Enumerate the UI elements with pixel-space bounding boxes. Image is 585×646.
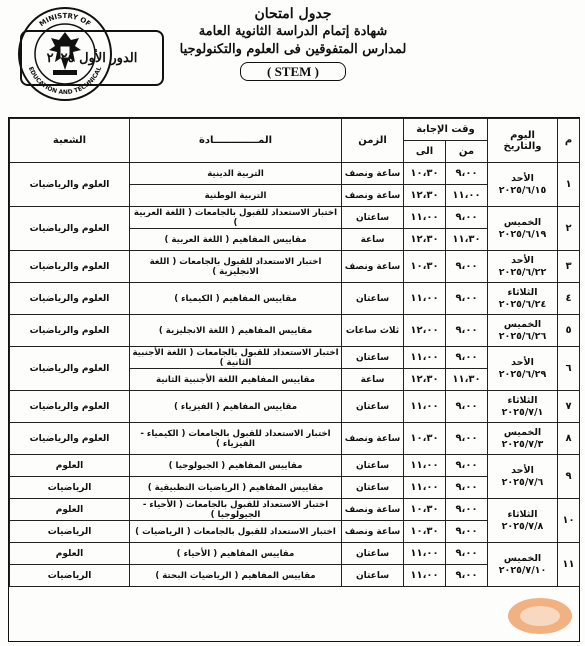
subject: مقاييس المفاهيم ( الكيمياء ): [130, 283, 342, 315]
time-from: ٩،٠٠: [446, 283, 488, 315]
day-date-cell: [488, 543, 558, 587]
subject: اختبار الاستعداد للقبول بالجامعات ( الرياضيات ): [130, 521, 342, 543]
time-to: ١١،٠٠: [404, 347, 446, 369]
exam-date: ٢٠٢٥/٦/١٩: [498, 228, 547, 240]
duration: ساعتان: [342, 565, 404, 587]
duration: ساعتان: [342, 347, 404, 369]
duration: ساعة ونصف: [342, 185, 404, 207]
branch: الرياضيات: [10, 477, 130, 499]
time-from: ١١،٠٠: [446, 185, 488, 207]
time-from: ٩،٠٠: [446, 315, 488, 347]
table-row: [10, 455, 580, 477]
subject: اختبار الاستعداد للقبول بالجامعات ( الكيمياء - الفيزياء ): [130, 423, 342, 455]
exam-date: ٢٠٢٥/٦/٢٢: [498, 266, 547, 278]
seal-ring-bottom-text: EDUCATION AND TECHNICAL: [26, 65, 104, 97]
time-from: ٩،٠٠: [446, 543, 488, 565]
branch: العلوم والرياضيات: [10, 347, 130, 391]
day-date-cell: [488, 251, 558, 283]
day-name: الأحد: [511, 172, 534, 184]
day-date-cell: [488, 347, 558, 391]
table-row: [10, 543, 580, 565]
time-to: ١١،٠٠: [404, 565, 446, 587]
table-row: [10, 391, 580, 423]
time-to: ١٢،٣٠: [404, 185, 446, 207]
watermark-logo-icon: [500, 590, 575, 640]
row-number: ٢: [558, 207, 580, 251]
header-duration: الزمن: [342, 119, 404, 163]
duration: ساعة ونصف: [342, 163, 404, 185]
time-from: ٩،٠٠: [446, 207, 488, 229]
duration: ساعتان: [342, 477, 404, 499]
branch: العلوم والرياضيات: [10, 315, 130, 347]
branch: العلوم: [10, 543, 130, 565]
subject: مقاييس المفاهيم ( اللغة الانجليزية ): [130, 315, 342, 347]
branch: الرياضيات: [10, 521, 130, 543]
time-from: ٩،٠٠: [446, 455, 488, 477]
day-name: الخميس: [503, 318, 542, 330]
table-row: [10, 207, 580, 229]
table-row: [10, 347, 580, 369]
row-number: ٥: [558, 315, 580, 347]
time-to: ١١،٠٠: [404, 207, 446, 229]
duration: ساعة ونصف: [342, 499, 404, 521]
duration: ساعتان: [342, 207, 404, 229]
day-date-cell: [488, 455, 558, 499]
header-subject: المـــــــــــــادة: [130, 119, 342, 163]
time-from: ٩،٠٠: [446, 391, 488, 423]
row-number: ١٠: [558, 499, 580, 543]
exam-date: ٢٠٢٥/٧/٣: [501, 438, 544, 450]
branch: العلوم والرياضيات: [10, 423, 130, 455]
time-to: ١١،٠٠: [404, 455, 446, 477]
time-to: ١١،٠٠: [404, 543, 446, 565]
subject: اختبار الاستعداد للقبول بالجامعات ( اللغة العربية ): [130, 207, 342, 229]
subject: التربية الدينية: [130, 163, 342, 185]
svg-text:MINISTRY OF: [38, 12, 92, 28]
stem-badge: ( STEM ): [240, 62, 346, 81]
day-name: الخميس: [503, 552, 542, 564]
table-row: [10, 251, 580, 283]
day-date-cell: [488, 499, 558, 543]
exam-date: ٢٠٢٥/٦/٢٩: [498, 368, 547, 380]
row-number: ١: [558, 163, 580, 207]
day-date-cell: [488, 207, 558, 251]
exam-date: ٢٠٢٥/٦/٢٤: [498, 298, 547, 310]
duration: ساعتان: [342, 391, 404, 423]
seal-ring-top-text: MINISTRY OF: [37, 11, 93, 29]
time-from: ٩،٠٠: [446, 477, 488, 499]
time-to: ١٢،٣٠: [404, 369, 446, 391]
duration: ساعتان: [342, 283, 404, 315]
time-to: ١٠،٣٠: [404, 521, 446, 543]
day-date-cell: [488, 391, 558, 423]
time-from: ٩،٠٠: [446, 163, 488, 185]
exam-date: ٢٠٢٥/٧/١٠: [498, 564, 547, 576]
subject: مقاييس المفاهيم ( الأحياء ): [130, 543, 342, 565]
subject: مقاييس المفاهيم ( الرياضيات البحتة ): [130, 565, 342, 587]
time-from: ٩،٠٠: [446, 521, 488, 543]
header-to: الى: [404, 141, 446, 163]
subject: اختبار الاستعداد للقبول بالجامعات ( اللغة الأجنبية الثانية ): [130, 347, 342, 369]
duration: ساعة ونصف: [342, 521, 404, 543]
time-to: ١٠،٣٠: [404, 423, 446, 455]
time-from: ١١،٣٠: [446, 229, 488, 251]
duration: ساعة: [342, 369, 404, 391]
table-row: [10, 423, 580, 455]
day-name: الثلاثاء: [507, 394, 538, 406]
time-to: ١٢،٠٠: [404, 315, 446, 347]
day-date-cell: [488, 315, 558, 347]
time-from: ٩،٠٠: [446, 423, 488, 455]
duration: ثلاث ساعات: [342, 315, 404, 347]
table-row: [10, 283, 580, 315]
row-number: ١١: [558, 543, 580, 587]
page-header: [0, 0, 585, 110]
time-to: ١١،٠٠: [404, 283, 446, 315]
time-from: ٩،٠٠: [446, 251, 488, 283]
branch: العلوم والرياضيات: [10, 251, 130, 283]
time-to: ١٠،٣٠: [404, 499, 446, 521]
exam-schedule-title: جدول امتحان: [254, 6, 332, 22]
subject: مقاييس المفاهيم ( اللغة العربية ): [130, 229, 342, 251]
day-name: الثلاثاء: [507, 508, 538, 520]
time-from: ٩،٠٠: [446, 565, 488, 587]
branch: العلوم والرياضيات: [10, 283, 130, 315]
schedule-table-frame: [8, 117, 580, 642]
header-branch: الشعبة: [10, 119, 130, 163]
time-to: ١٠،٣٠: [404, 163, 446, 185]
table-row: [10, 163, 580, 185]
table-row: [10, 499, 580, 521]
branch: العلوم: [10, 455, 130, 477]
header-day-date: اليوم والتاريخ: [488, 119, 558, 163]
day-name: الأحد: [511, 356, 534, 368]
branch: العلوم والرياضيات: [10, 391, 130, 423]
header-answer-time: وقت الإجابة: [404, 119, 488, 141]
row-number: ٨: [558, 423, 580, 455]
exam-date: ٢٠٢٥/٧/٦: [501, 476, 544, 488]
schools-title: لمدارس المتفوقين فى العلوم والتكنولوجيا: [179, 42, 407, 57]
subject: مقاييس المفاهيم ( الرياضيات التطبيقية ): [130, 477, 342, 499]
subject: مقاييس المفاهيم ( الجيولوجيا ): [130, 455, 342, 477]
row-number: ٩: [558, 455, 580, 499]
header-num: م: [558, 119, 580, 163]
schedule-table: [9, 118, 580, 587]
branch: العلوم والرياضيات: [10, 207, 130, 251]
schedule-body: [10, 163, 580, 587]
day-name: الثلاثاء: [507, 286, 538, 298]
exam-date: ٢٠٢٥/٦/٢٦: [498, 330, 547, 342]
duration: ساعتان: [342, 543, 404, 565]
subject: مقاييس المفاهيم اللغة الأجنبية الثانية: [130, 369, 342, 391]
time-to: ١١،٠٠: [404, 391, 446, 423]
subject: التربية الوطنية: [130, 185, 342, 207]
title-block: [158, 6, 428, 81]
duration: ساعة: [342, 229, 404, 251]
day-name: الأحد: [511, 464, 534, 476]
exam-date: ٢٠٢٥/٧/١: [501, 406, 544, 418]
subject: مقاييس المفاهيم ( الفيزياء ): [130, 391, 342, 423]
header-from: من: [446, 141, 488, 163]
day-date-cell: [488, 283, 558, 315]
row-number: ٤: [558, 283, 580, 315]
duration: ساعة ونصف: [342, 423, 404, 455]
time-from: ١١،٣٠: [446, 369, 488, 391]
round-label: الدور الأول ٢٠٢٥: [20, 30, 164, 86]
table-row: [10, 315, 580, 347]
exam-date: ٢٠٢٥/٧/٨: [501, 520, 544, 532]
day-name: الأحد: [511, 254, 534, 266]
subject: اختبار الاستعداد للقبول بالجامعات ( الأحياء - الجيولوجيا ): [130, 499, 342, 521]
exam-date: ٢٠٢٥/٦/١٥: [498, 184, 547, 196]
branch: الرياضيات: [10, 565, 130, 587]
day-name: الخميس: [503, 426, 542, 438]
branch: العلوم والرياضيات: [10, 163, 130, 207]
day-date-cell: [488, 423, 558, 455]
time-to: ١٢،٣٠: [404, 229, 446, 251]
time-from: ٩،٠٠: [446, 347, 488, 369]
time-to: ١٠،٣٠: [404, 251, 446, 283]
row-number: ٧: [558, 391, 580, 423]
time-to: ١١،٠٠: [404, 477, 446, 499]
subject: اختبار الاستعداد للقبول بالجامعات ( اللغة الانجليزية ): [130, 251, 342, 283]
row-number: ٦: [558, 347, 580, 391]
duration: ساعة ونصف: [342, 251, 404, 283]
row-number: ٣: [558, 251, 580, 283]
day-name: الخميس: [503, 216, 542, 228]
duration: ساعتان: [342, 455, 404, 477]
time-from: ٩،٠٠: [446, 499, 488, 521]
day-date-cell: [488, 163, 558, 207]
certificate-title: شهادة إتمام الدراسة الثانوية العامة: [198, 24, 388, 39]
branch: العلوم: [10, 499, 130, 521]
